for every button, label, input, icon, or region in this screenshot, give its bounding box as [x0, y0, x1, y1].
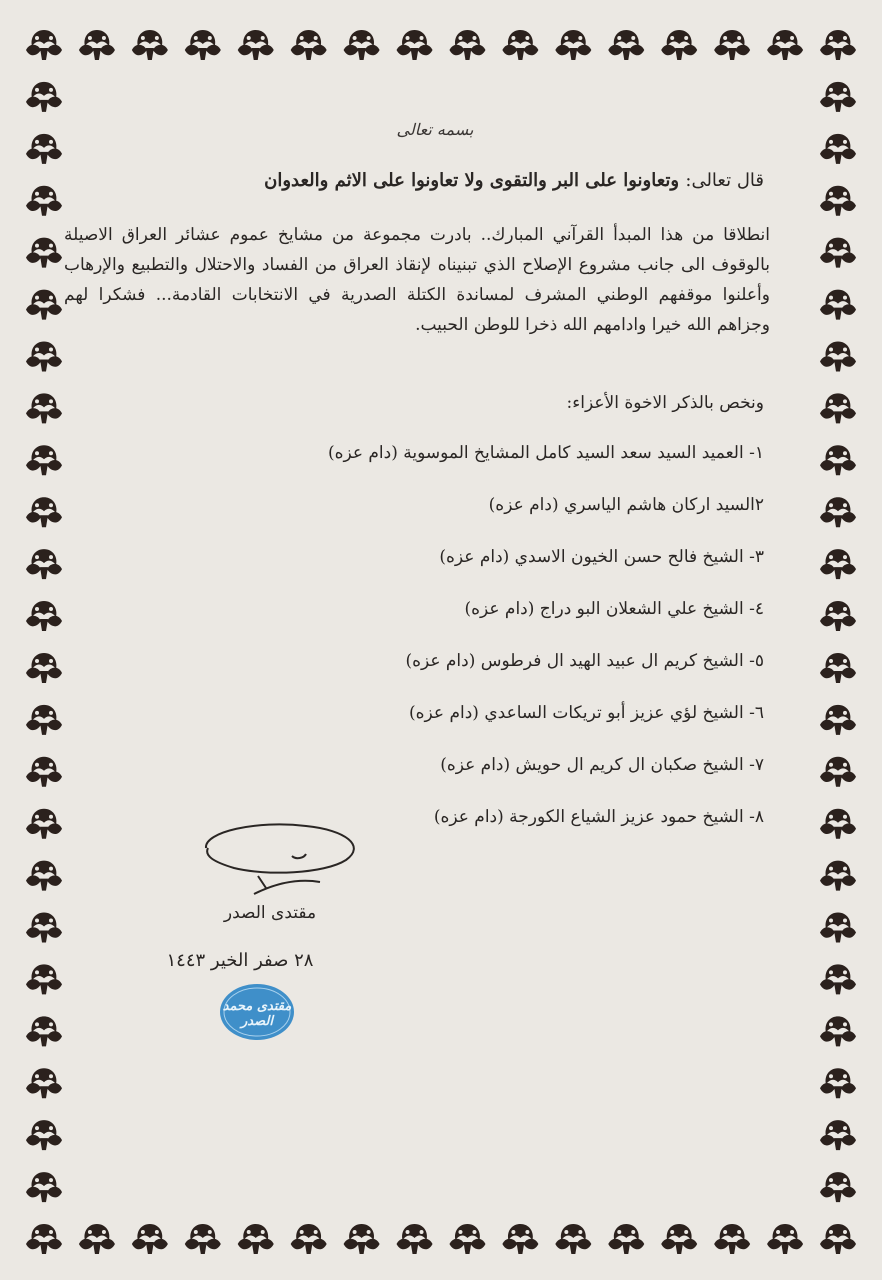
intro-paragraph: انطلاقا من هذا المبدأ القرآني المبارك.. بادرت مجموعة من مشايخ عموم عشائر العراق الاصيلة بالوقوف الى جانب مشروع الإصلاح الذي تبنيناه لإنقاذ العراق من الفساد والاحتلال والتطبيع والإرهاب وأعلنوا موقفهم الوطني المشرف لمساندة الكتلة الصدرية في الانتخابات القادمة... فشكرا لهم وجزاهم الله خيرا وادامهم الله ذخرا للوطن الحبيب.	[64, 225, 770, 335]
list-item: ٢السيد اركان هاشم الياسري (دام عزه)	[488, 495, 764, 515]
names-list	[204, 438, 764, 854]
document-date: ٢٨ صفر الخير ١٤٤٣	[166, 950, 314, 971]
verse-prefix: قال تعالى:	[685, 170, 764, 191]
list-item: ٥- الشيخ كريم ال عبيد الهيد ال فرطوس (دام عزه)	[405, 651, 764, 671]
list-item: ٨- الشيخ حمود عزيز الشياع الكورجة (دام عزه)	[433, 807, 764, 827]
quran-verse-line	[60, 170, 764, 191]
list-item: ٦- الشيخ لؤي عزيز أبو تريكات الساعدي (دام عزه)	[409, 703, 764, 723]
verse-text: وتعاونوا على البر والتقوى ولا تعاونوا على الاثم والعدوان	[264, 170, 680, 191]
seal-text: مقتدى محمد الصدر	[222, 999, 292, 1029]
list-item: ١- العميد السيد سعد السيد كامل المشايخ الموسوية (دام عزه)	[327, 443, 764, 463]
mention-heading: ونخص بالذكر الاخوة الأعزاء:	[566, 393, 764, 413]
list-item: ٤- الشيخ علي الشعلان البو دراج (دام عزه)	[464, 599, 764, 619]
seal-stamp	[218, 982, 296, 1042]
basmala-heading: بسمه تعالى	[396, 120, 474, 139]
list-item: ٧- الشيخ صكبان ال كريم ال حويش (دام عزه)	[440, 755, 764, 775]
list-item: ٣- الشيخ فالح حسن الخيون الاسدي (دام عزه)	[439, 547, 764, 567]
signer-name: مقتدى الصدر	[223, 903, 317, 923]
signature-icon	[196, 818, 366, 900]
